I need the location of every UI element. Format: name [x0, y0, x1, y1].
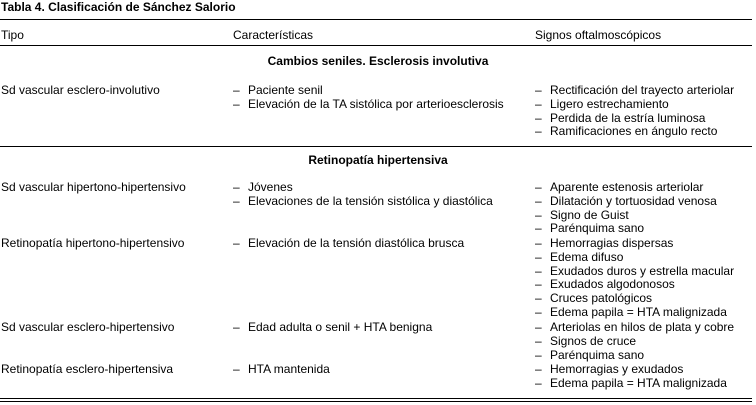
list-item: – Edema difuso — [535, 251, 734, 265]
row-caracteristicas — [233, 237, 464, 251]
list-item: – Exudados algodonosos — [535, 278, 734, 292]
list-item: – Edema papila = HTA malignizada — [535, 306, 734, 320]
row-caracteristicas — [233, 181, 493, 209]
row-signos — [535, 181, 717, 236]
header-tipo: Tipo — [1, 28, 24, 42]
header-signos: Signos oftalmoscópicos — [535, 28, 662, 42]
list-item: – Signos de cruce — [535, 335, 734, 349]
list-item: – Paciente senil — [233, 84, 504, 98]
list-item: – Edema papila = HTA malignizada — [535, 377, 727, 391]
row-caracteristicas — [233, 321, 432, 335]
table-title: Tabla 4. Clasificación de Sánchez Salorio — [1, 0, 236, 14]
section-rule — [0, 146, 752, 147]
list-item: – Ligero estrechamiento — [535, 98, 734, 112]
list-item: – Parénquima sano — [535, 349, 734, 363]
list-item: – Perdida de la estría luminosa — [535, 112, 734, 126]
row-tipo: Sd vascular esclero-hipertensivo — [1, 320, 175, 334]
row-tipo: Retinopatía hipertono-hipertensivo — [1, 236, 185, 250]
list-item: – Elevaciones de la tensión sistólica y diastólica — [233, 195, 493, 209]
row-caracteristicas — [233, 84, 504, 112]
row-signos — [535, 363, 727, 391]
bottom-rule — [0, 401, 752, 402]
list-item: – Exudados duros y estrella macular — [535, 265, 734, 279]
row-tipo: Sd vascular esclero-involutivo — [1, 83, 160, 97]
list-item: – HTA mantenida — [233, 363, 330, 377]
list-item: – Aparente estenosis arteriolar — [535, 181, 717, 195]
row-signos — [535, 237, 734, 320]
list-item: – Elevación de la tensión diastólica brusca — [233, 237, 464, 251]
list-item: – Cruces patológicos — [535, 292, 734, 306]
row-caracteristicas — [233, 363, 330, 377]
list-item: – Elevación de la TA sistólica por arterioesclerosis — [233, 98, 504, 112]
list-item: – Hemorragias y exudados — [535, 363, 727, 377]
header-caracteristicas: Características — [233, 28, 314, 42]
row-tipo: Sd vascular hipertono-hipertensivo — [1, 180, 186, 194]
list-item: – Jóvenes — [233, 181, 493, 195]
row-tipo: Retinopatía esclero-hipertensiva — [1, 362, 174, 376]
list-item: – Signo de Guist — [535, 209, 717, 223]
list-item: – Rectificación del trayecto arteriolar — [535, 84, 734, 98]
header-rule — [0, 45, 752, 46]
row-signos — [535, 321, 734, 362]
list-item: – Ramificaciones en ángulo recto — [535, 125, 734, 139]
list-item: – Hemorragias dispersas — [535, 237, 734, 251]
list-item: – Arteriolas en hilos de plata y cobre — [535, 321, 734, 335]
row-signos — [535, 84, 734, 139]
section-heading: Cambios seniles. Esclerosis involutiva — [267, 54, 489, 68]
section-heading: Retinopatía hipertensiva — [308, 153, 448, 167]
top-rule — [0, 19, 752, 20]
list-item: – Dilatación y tortuosidad venosa — [535, 195, 717, 209]
bottom-rule — [0, 398, 752, 399]
list-item: – Parénquima sano — [535, 222, 717, 236]
list-item: – Edad adulta o senil + HTA benigna — [233, 321, 432, 335]
